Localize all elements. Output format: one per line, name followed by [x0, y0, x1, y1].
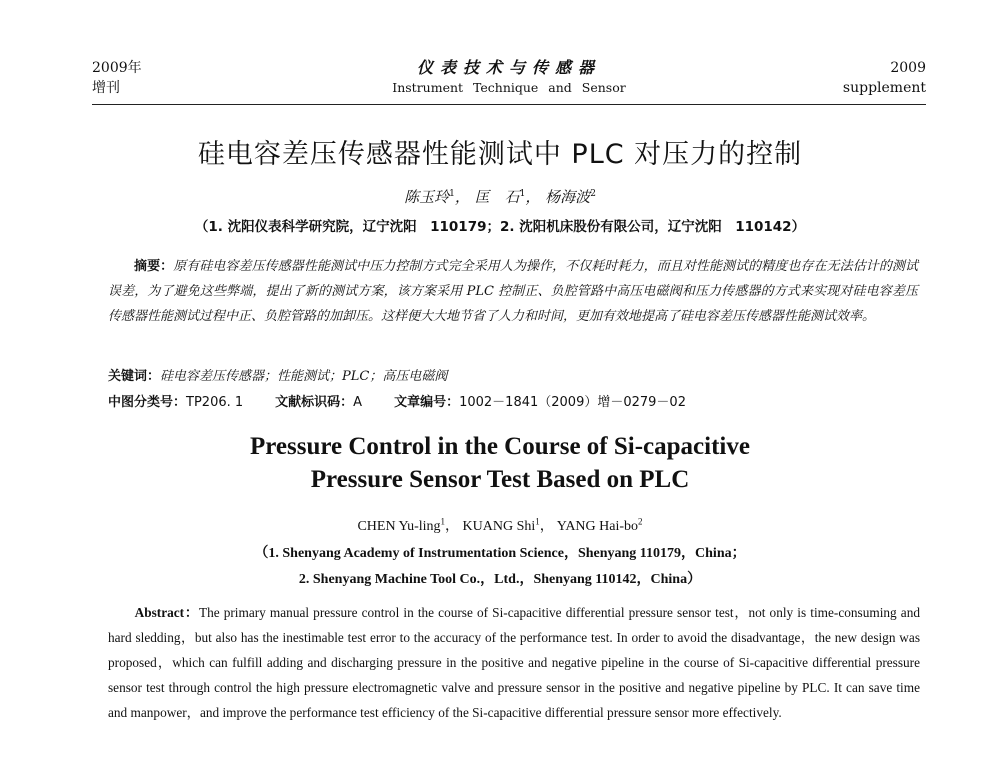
author-affiliation-mark: 1 [449, 189, 455, 199]
author-name: KUANG Shi [462, 519, 536, 534]
classification-line [108, 392, 918, 414]
author-affiliation-mark: 1 [535, 516, 540, 527]
author-name: YANG Hai-bo [556, 519, 639, 534]
author-affiliation-mark: 2 [638, 516, 643, 527]
author-separator: ， [454, 188, 470, 206]
journal-name-en: Instrument Technique and Sensor [392, 80, 626, 95]
paper-title-en-line: Pressure Sensor Test Based on PLC [310, 466, 690, 493]
author-affiliation-mark: 1 [519, 189, 526, 199]
paper-title-cn: 硅电容差压传感器性能测试中 PLC 对压力的控制 [197, 139, 803, 170]
article-number-label: 文章编号： [394, 395, 460, 410]
author-separator: ， [445, 519, 460, 534]
author-name: 匡 石 [474, 188, 520, 206]
abstract-cn [108, 254, 918, 329]
abstract-en [108, 600, 920, 725]
author-separator: ， [539, 519, 554, 534]
header-journal [92, 58, 926, 98]
author-name: 陈玉玲 [404, 188, 450, 206]
header-year-en: 2009 [890, 60, 926, 76]
document-code-value: A [353, 395, 363, 410]
abstract-label-en: Abstract： [134, 605, 199, 620]
abstract-text-cn: 原有硅电容差压传感器性能测试中压力控制方式完全采用人为操作，不仅耗时耗力，而且对性能测试的精度也存在无法估计的测试误差，为了避免这些弊端，提出了新的测试方案，该方案采用 PLC 控制正、负腔管路中高压电磁阀和压力传感器的方式来实现对硅电容差压传感器性能测试过程中正、负腔管路的加卸压。这样便大大地节省了人力和时间，更加有效地提高了硅电容差压传感器性能测试效率。 [108, 259, 918, 324]
keywords-label-cn: 关键词： [108, 369, 161, 384]
keywords-text-cn: 硅电容差压传感器；性能测试；PLC；高压电磁阀 [160, 369, 448, 384]
journal-name-cn: 仪表技术与传感器 [416, 58, 601, 77]
header-year-cn: 2009年 [92, 60, 142, 76]
author-affiliation-mark: 1 [440, 516, 446, 527]
paper-title-en-line: Pressure Control in the Course of Si-capacitive [250, 433, 750, 460]
article-number-value: 1002－1841（2009）增－0279－02 [459, 395, 686, 410]
affiliation-cn: （1. 沈阳仪表科学研究院，辽宁沈阳 110179；2. 沈阳机床股份有限公司，辽宁沈阳 110142） [194, 219, 806, 235]
author-name: 杨海波 [545, 188, 591, 206]
running-header [92, 58, 926, 105]
paper-title-en [0, 430, 1000, 496]
header-issue-cn: 增刊 [92, 80, 120, 96]
author-affiliation-mark: 2 [590, 189, 596, 199]
clc-label: 中图分类号： [108, 395, 187, 410]
document-code-label: 文献标识码： [275, 395, 354, 410]
affiliation-en-line: （1. Shenyang Academy of Instrumentation Science，Shenyang 110179，China； [254, 546, 746, 561]
author-separator: ， [525, 188, 541, 206]
author-name: CHEN Yu-ling [357, 519, 441, 534]
header-issue-en: supplement [842, 80, 926, 96]
abstract-label-cn: 摘要： [134, 259, 174, 274]
keywords-cn [108, 366, 918, 388]
affiliation-en-line: 2. Shenyang Machine Tool Co.，Ltd.，Shenyang 110142，China） [298, 572, 702, 587]
abstract-text-en: The primary manual pressure control in the course of Si-capacitive differential pressure sensor test，not only is time-consuming and hard sledding，but also has the inestimable test error to the accuracy of the performance test. In order to avoid the disadvantage，the new design was proposed，which can fulfill adding and discharging pressure in the positive and negative pipeline in the course of Si-capacitive differential pressure sensor test through control the high pressure electromagnetic valve and pressure sensor in the positive and negative pipeline by PLC. It can save time and manpower，and improve the performance test efficiency of the Si-capacitive differential pressure sensor more effectively. [108, 605, 921, 720]
affiliation-en [0, 541, 1000, 593]
header-right [843, 58, 926, 98]
author-list-en [0, 515, 1000, 535]
author-list-cn [0, 186, 1000, 207]
clc-value: TP206. 1 [186, 395, 244, 410]
